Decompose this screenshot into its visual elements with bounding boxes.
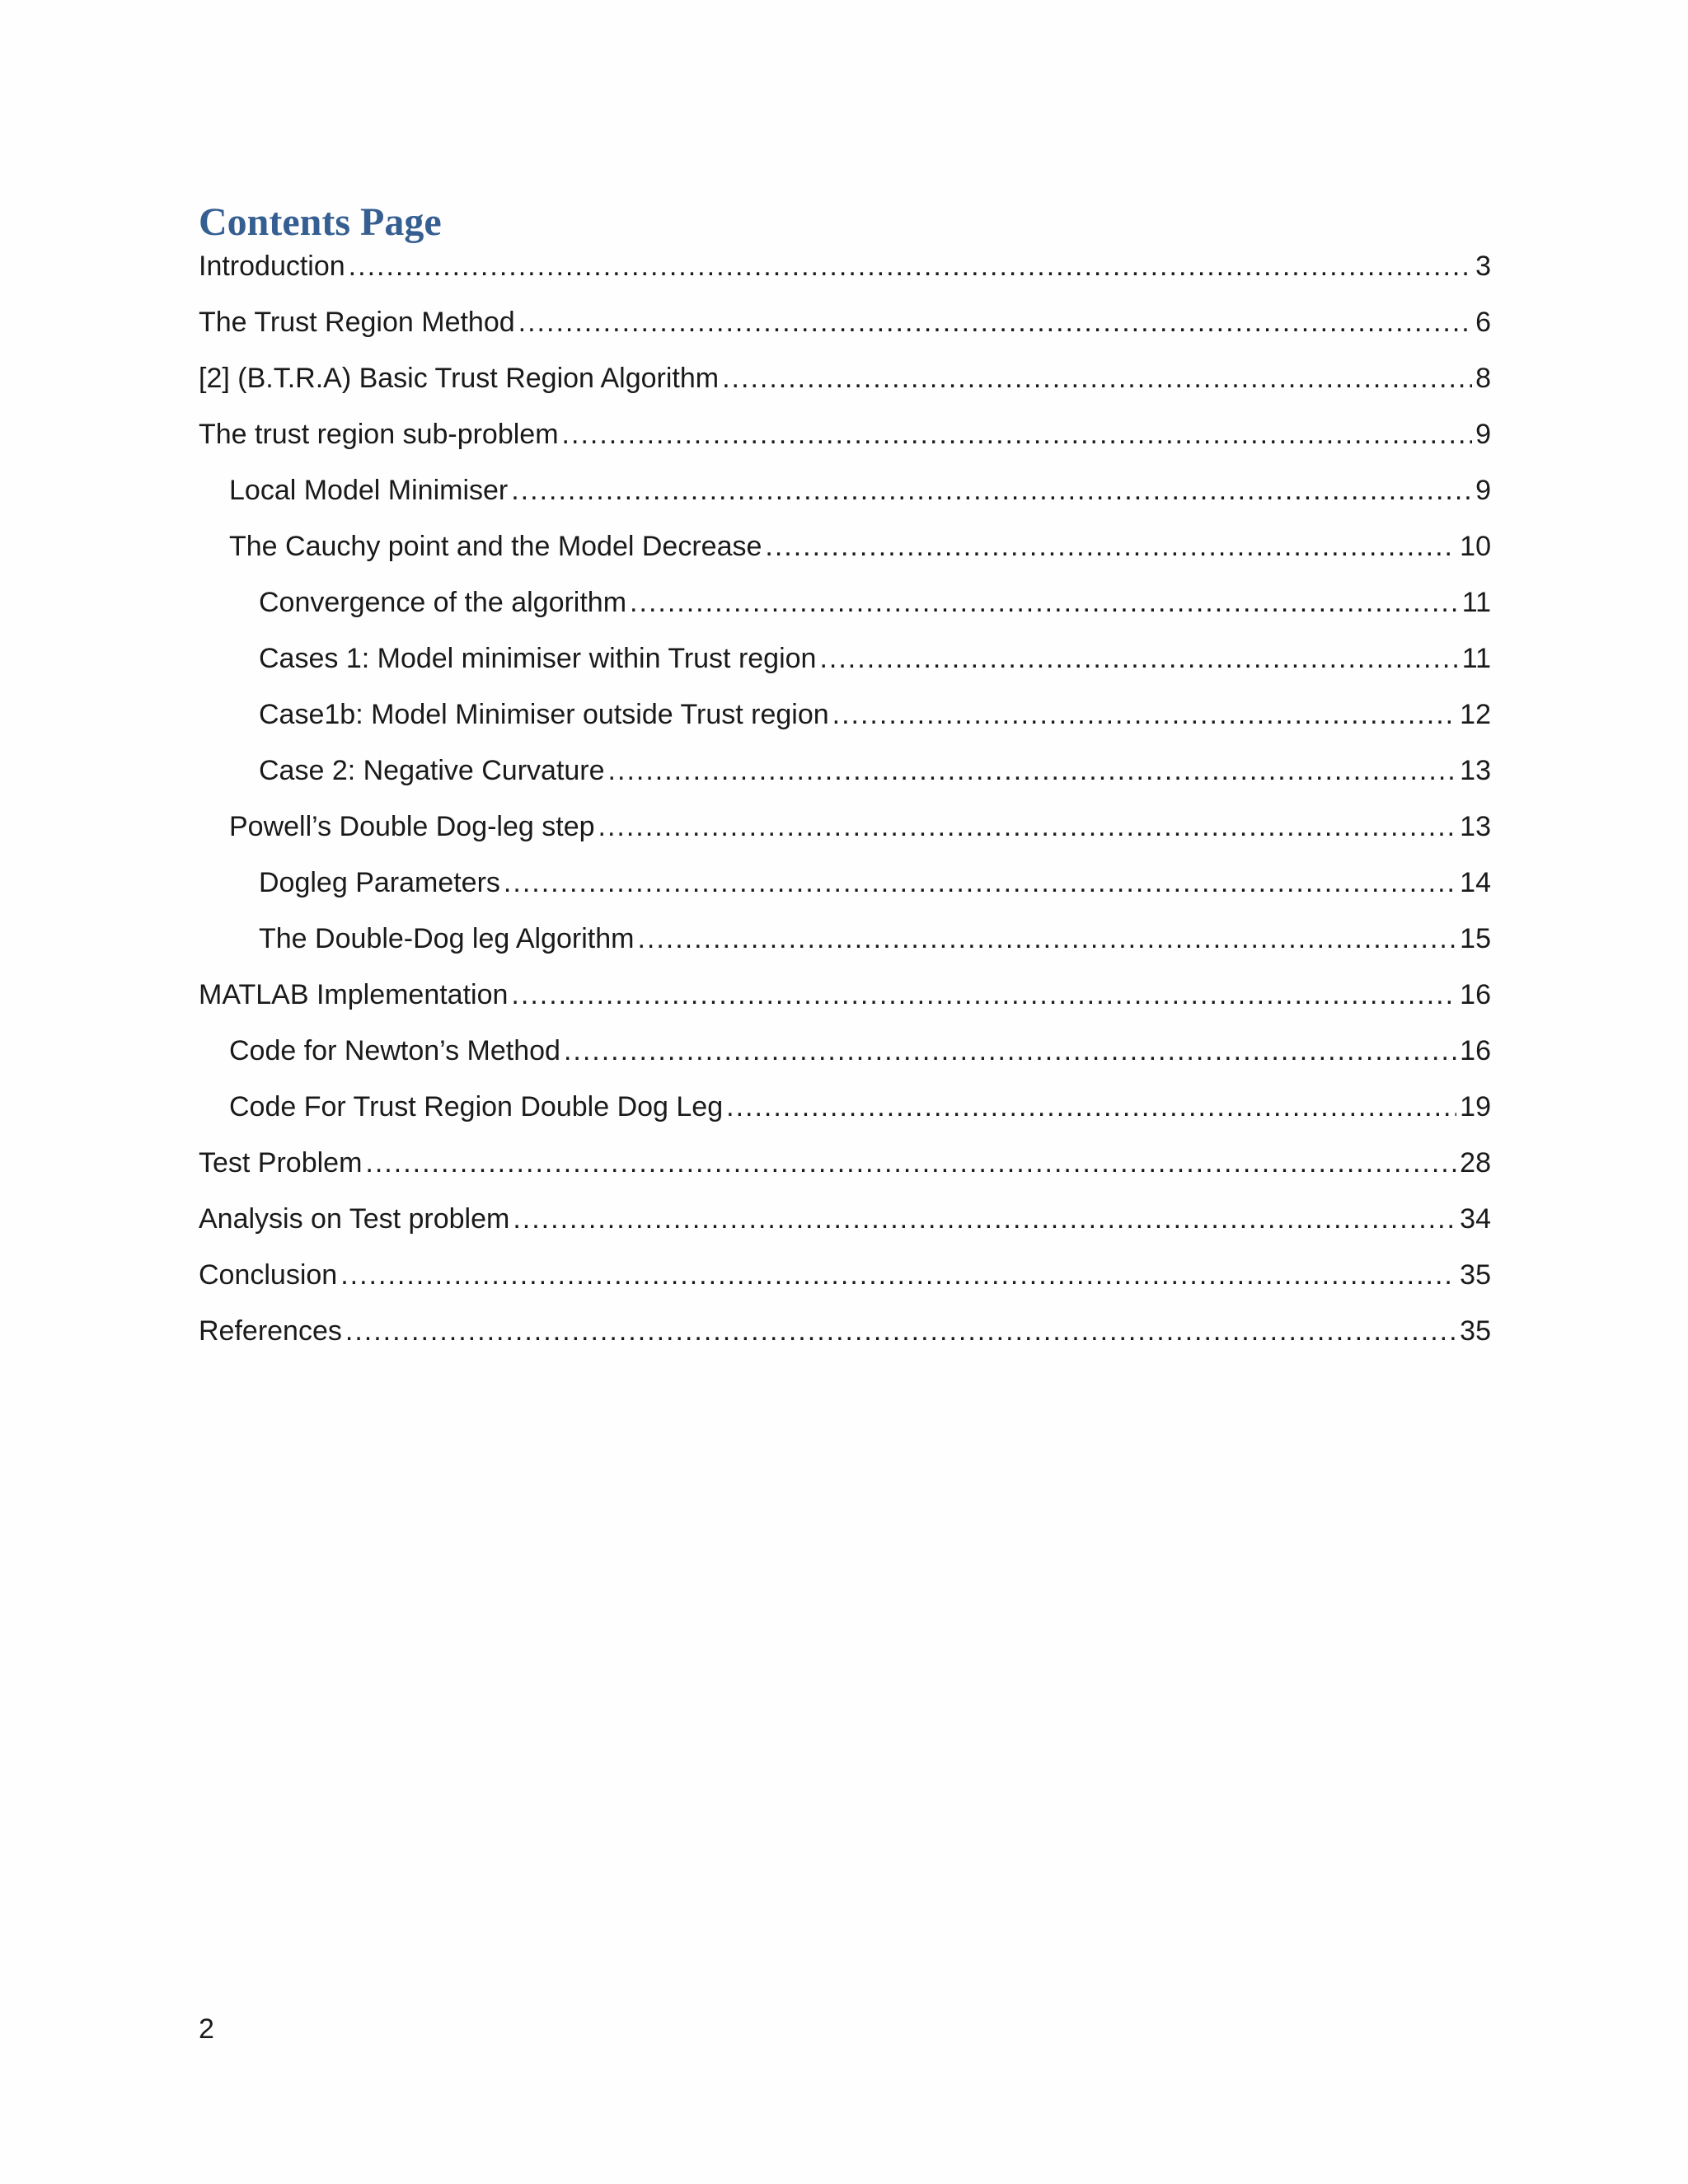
toc-entry-title: Test Problem — [199, 1147, 363, 1179]
toc-entry-convergence[interactable] — [199, 582, 1491, 638]
toc-entry-dogleg-parameters[interactable] — [199, 862, 1491, 918]
dot-leader — [564, 1030, 1456, 1071]
toc-entry-case-2[interactable] — [199, 750, 1491, 806]
dot-leader — [349, 246, 1472, 287]
toc-entry-test-problem[interactable] — [199, 1142, 1491, 1198]
toc-entry-page: 34 — [1460, 1203, 1491, 1235]
toc-entry-trust-region-code[interactable] — [199, 1086, 1491, 1142]
toc-entry-introduction[interactable] — [199, 246, 1491, 302]
toc-entry-local-model-minimiser[interactable] — [199, 470, 1491, 526]
toc-entry-title: Convergence of the algorithm — [259, 587, 627, 618]
toc-entry-page: 35 — [1460, 1259, 1491, 1291]
toc-entry-page: 3 — [1475, 251, 1491, 282]
toc-entry-double-dogleg-algorithm[interactable] — [199, 918, 1491, 974]
dot-leader — [832, 694, 1457, 735]
toc-entry-page: 16 — [1460, 979, 1491, 1010]
toc-entry-page: 15 — [1460, 923, 1491, 954]
toc-entry-conclusion[interactable] — [199, 1254, 1491, 1310]
toc-entry-matlab-implementation[interactable] — [199, 974, 1491, 1030]
toc-entry-page: 11 — [1461, 643, 1491, 674]
dot-leader — [819, 638, 1458, 679]
toc-entry-page: 12 — [1460, 699, 1491, 730]
toc-entry-page: 13 — [1460, 811, 1491, 842]
dot-leader — [345, 1310, 1456, 1352]
toc-entry-title: Introduction — [199, 251, 345, 282]
toc-entry-title: MATLAB Implementation — [199, 979, 509, 1010]
table-of-contents — [199, 246, 1491, 1366]
dot-leader — [630, 582, 1459, 623]
toc-entry-title: Code For Trust Region Double Dog Leg — [229, 1091, 724, 1122]
toc-entry-title: The Trust Region Method — [199, 307, 515, 338]
toc-entry-title: Analysis on Test problem — [199, 1203, 510, 1235]
toc-entry-page: 9 — [1475, 419, 1491, 450]
dot-leader — [562, 414, 1473, 455]
dot-leader — [511, 470, 1472, 511]
dot-leader — [722, 358, 1472, 399]
dot-leader — [637, 918, 1456, 959]
dot-leader — [726, 1086, 1456, 1127]
toc-entry-page: 28 — [1460, 1147, 1491, 1179]
toc-entry-cauchy-point[interactable] — [199, 526, 1491, 582]
toc-entry-analysis[interactable] — [199, 1198, 1491, 1254]
toc-entry-title: Powell’s Double Dog-leg step — [229, 811, 595, 842]
toc-entry-title: Case 2: Negative Curvature — [259, 755, 605, 786]
toc-entry-page: 35 — [1460, 1315, 1491, 1347]
toc-entry-page: 8 — [1475, 363, 1491, 394]
toc-entry-title: Case1b: Model Minimiser outside Trust region — [259, 699, 829, 730]
toc-entry-title: The Double-Dog leg Algorithm — [259, 923, 635, 954]
dot-leader — [365, 1142, 1456, 1183]
dot-leader — [765, 526, 1456, 567]
toc-entry-title: [2] (B.T.R.A) Basic Trust Region Algorithm — [199, 363, 720, 394]
toc-entry-title: References — [199, 1315, 342, 1347]
toc-entry-title: The Cauchy point and the Model Decrease — [229, 531, 762, 562]
dot-leader — [513, 1198, 1456, 1240]
toc-entry-page: 11 — [1461, 587, 1491, 618]
toc-entry-page: 6 — [1475, 307, 1491, 338]
toc-entry-title: Conclusion — [199, 1259, 338, 1291]
dot-leader — [608, 750, 1457, 791]
toc-entry-trust-region-method[interactable] — [199, 302, 1491, 358]
toc-entry-title: Local Model Minimiser — [229, 475, 509, 506]
toc-entry-page: 9 — [1475, 475, 1491, 506]
dot-leader — [518, 302, 1472, 343]
toc-entry-title: Dogleg Parameters — [259, 867, 500, 898]
page-number: 2 — [199, 2013, 214, 2045]
toc-entry-trust-region-sub-problem[interactable] — [199, 414, 1491, 470]
toc-entry-page: 19 — [1460, 1091, 1491, 1122]
dot-leader — [511, 974, 1456, 1015]
toc-entry-basic-trust-region-algorithm[interactable] — [199, 358, 1491, 414]
toc-entry-newton-code[interactable] — [199, 1030, 1491, 1086]
toc-entry-page: 13 — [1460, 755, 1491, 786]
dot-leader — [340, 1254, 1456, 1296]
toc-entry-page: 10 — [1460, 531, 1491, 562]
dot-leader — [598, 806, 1457, 847]
toc-entry-case-1[interactable] — [199, 638, 1491, 694]
toc-entry-page: 14 — [1460, 867, 1491, 898]
toc-entry-page: 16 — [1460, 1035, 1491, 1066]
toc-entry-powell-dogleg[interactable] — [199, 806, 1491, 862]
contents-heading: Contents Page — [199, 200, 442, 244]
dot-leader — [504, 862, 1456, 903]
toc-entry-title: Code for Newton’s Method — [229, 1035, 560, 1066]
toc-entry-references[interactable] — [199, 1310, 1491, 1366]
toc-entry-title: The trust region sub-problem — [199, 419, 559, 450]
toc-entry-title: Cases 1: Model minimiser within Trust region — [259, 643, 817, 674]
toc-entry-case-1b[interactable] — [199, 694, 1491, 750]
